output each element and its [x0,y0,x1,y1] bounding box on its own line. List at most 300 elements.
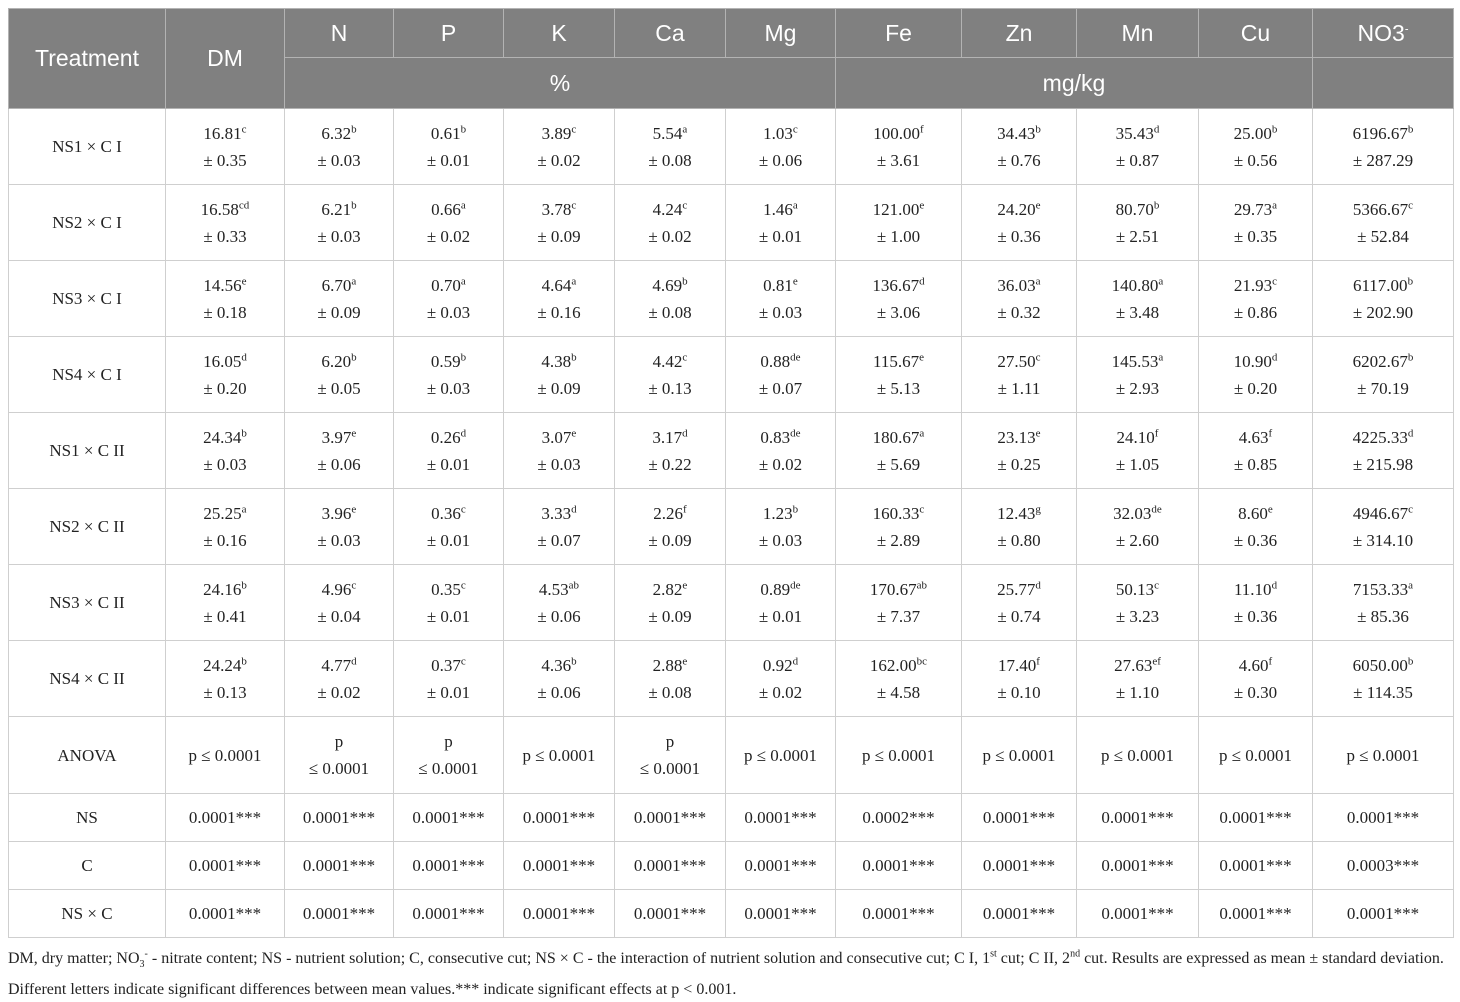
table-row [9,641,1454,717]
significance-letter: c [571,198,577,211]
mean-line [394,424,503,451]
std-deviation: ± 70.19 [1357,378,1409,398]
value-cell [962,565,1077,641]
std-deviation: ± 0.01 [426,454,471,474]
mean-value: 0.35 [431,579,461,599]
std-deviation: ± 0.06 [537,606,581,626]
significance-letter: c [351,578,357,591]
effect-value: 0.0002*** [836,794,962,842]
column-header-n: N [285,9,394,58]
effect-label: NS × C [9,890,166,938]
effect-value: 0.0001*** [615,890,726,938]
significance-letter: e [1267,502,1273,515]
anova-row [9,717,1454,794]
mean-line [726,120,835,147]
mean-line [1077,348,1198,375]
mean-value: 145.53 [1111,351,1159,371]
mean-value: 6.32 [321,123,352,143]
mean-line [962,196,1076,223]
column-header-no3 [1313,9,1454,58]
value-cell [962,489,1077,565]
anova-cell [285,717,394,794]
mean-line [394,652,503,679]
mean-value: 3.17 [652,427,683,447]
significance-letter: b [682,274,688,287]
footnote-text-4: cut. Results are expressed as mean ± standard deviation. Different letters indicate significant differences between mean values.*** indicate significant effects at p < 0.001. [8,950,1444,999]
std-deviation: ± 202.90 [1352,302,1414,322]
significance-letter: a [460,274,466,287]
anova-line-1: p ≤ 0.0001 [861,745,936,765]
anova-cell [615,717,726,794]
significance-letter: d [792,654,799,667]
effect-value: 0.0001*** [166,794,285,842]
significance-letter: d [1271,350,1278,363]
value-cell [962,261,1077,337]
effect-value: 0.0001*** [504,794,615,842]
mean-value: 2.88 [652,655,683,675]
std-deviation: ± 0.86 [1233,302,1278,322]
mean-value: 115.67 [872,351,920,371]
value-cell [836,261,962,337]
mean-value: 1.23 [762,503,793,523]
effect-value: 0.0001*** [1199,842,1313,890]
significance-letter: b [1271,122,1278,135]
value-cell [615,109,726,185]
std-deviation: ± 7.37 [876,606,921,626]
effect-value: 0.0001*** [726,890,836,938]
mean-value: 3.33 [541,503,572,523]
std-deviation: ± 52.84 [1357,226,1409,246]
mean-line [836,652,961,679]
mean-line [1077,576,1198,603]
mean-line [1313,348,1453,375]
mean-value: 4.53 [538,579,569,599]
significance-letter: b [1407,122,1414,135]
mean-line [504,576,614,603]
significance-letter: ab [568,578,580,591]
mean-value: 0.70 [431,275,461,295]
mean-value: 136.67 [872,275,920,295]
mean-value: 6050.00 [1352,655,1408,675]
std-deviation: ± 0.02 [537,150,581,170]
mean-line [1199,424,1312,451]
mean-line [504,424,614,451]
mean-value: 6202.67 [1352,351,1408,371]
mean-line [615,652,725,679]
effect-value: 0.0001*** [962,890,1077,938]
mean-value: 0.37 [431,655,461,675]
mean-value: 3.89 [541,123,572,143]
value-cell [1077,565,1199,641]
mean-line [285,120,393,147]
std-deviation: ± 0.16 [203,530,247,550]
std-deviation: ± 3.61 [876,150,921,170]
mean-value: 16.58 [200,199,239,219]
std-deviation: ± 0.13 [648,378,692,398]
mean-value: 0.89 [760,579,791,599]
table-row [9,261,1454,337]
value-cell [394,185,504,261]
footnote-sup-nd: nd [1070,948,1081,960]
value-cell [1199,261,1313,337]
mean-value: 4.42 [652,351,683,371]
value-cell [726,641,836,717]
mean-line [1077,272,1198,299]
significance-letter: f [1154,426,1159,439]
mean-value: 25.77 [997,579,1036,599]
value-cell [394,413,504,489]
mean-line [394,348,503,375]
mean-value: 4.60 [1238,655,1269,675]
mean-value: 0.83 [760,427,791,447]
anova-line-2: ≤ 0.0001 [418,759,479,778]
mean-value: 0.66 [431,199,461,219]
mean-value: 25.25 [203,503,242,523]
value-cell [285,185,394,261]
std-deviation: ± 0.05 [317,378,361,398]
significance-letter: d [1407,426,1414,439]
mean-value: 29.73 [1233,199,1273,219]
significance-letter: b [1153,198,1160,211]
mean-line [166,500,284,527]
mean-value: 24.34 [203,427,242,447]
value-cell [166,185,285,261]
mean-line [166,652,284,679]
anova-cell [726,717,836,794]
std-deviation: ± 0.35 [1233,226,1278,246]
anova-cell [1313,717,1454,794]
value-cell [726,109,836,185]
anova-line-1: p ≤ 0.0001 [522,745,596,765]
effect-value: 0.0001*** [962,842,1077,890]
std-deviation: ± 0.09 [317,302,361,322]
significance-letter: g [1035,502,1041,515]
mean-line [836,196,961,223]
value-cell [1199,489,1313,565]
value-cell [166,413,285,489]
mean-line [726,348,835,375]
mean-value: 24.16 [203,579,242,599]
mean-line [1199,500,1312,527]
mean-value: 6.70 [321,275,352,295]
std-deviation: ± 0.36 [997,226,1041,246]
significance-letter: c [682,198,688,211]
mean-line [166,196,284,223]
significance-letter: d [460,426,467,439]
value-cell [504,641,615,717]
effect-row [9,794,1454,842]
value-cell [1077,413,1199,489]
significance-letter: de [790,578,801,591]
value-cell [615,413,726,489]
treatment-cell: NS3 × C I [9,261,166,337]
mean-line [836,348,961,375]
significance-letter: c [1408,198,1414,211]
unit-empty-header [1313,58,1454,109]
treatment-cell: NS4 × C II [9,641,166,717]
value-cell [504,413,615,489]
dm-header: DM [166,9,285,109]
std-deviation: ± 0.03 [426,302,471,322]
mean-value: 17.40 [998,655,1037,675]
value-cell [1199,109,1313,185]
mean-line [726,500,835,527]
table-row [9,185,1454,261]
mean-line [1199,576,1312,603]
effect-value: 0.0001*** [1313,890,1454,938]
mean-line [962,576,1076,603]
significance-letter: b [351,122,357,135]
significance-letter: a [792,198,798,211]
value-cell [836,565,962,641]
footnote-sub: 3 [139,959,145,971]
anova-cell [504,717,615,794]
anova-line-2: ≤ 0.0001 [639,759,701,778]
significance-letter: d [919,274,925,287]
anova-line-1: p ≤ 0.0001 [188,745,262,765]
effect-value: 0.0001*** [615,842,726,890]
mean-value: 5366.67 [1352,199,1409,219]
no3-charge: - [1404,22,1409,35]
mean-value: 4.96 [321,579,352,599]
mean-value: 4.24 [652,199,683,219]
effect-value: 0.0001*** [962,794,1077,842]
anova-cell [1199,717,1313,794]
value-cell [285,261,394,337]
column-header-mg: Mg [726,9,836,58]
value-cell [962,641,1077,717]
effect-value: 0.0001*** [726,842,836,890]
significance-letter: a [919,426,925,439]
mean-value: 24.10 [1116,427,1155,447]
mean-value: 35.43 [1115,123,1154,143]
column-header-mn: Mn [1077,9,1199,58]
mean-value: 0.59 [430,351,461,371]
value-cell [962,185,1077,261]
value-cell [1313,413,1454,489]
effect-value: 0.0001*** [285,794,394,842]
effect-value: 0.0001*** [504,842,615,890]
value-cell [285,489,394,565]
mean-value: 4946.67 [1352,503,1409,523]
significance-letter: c [682,350,688,363]
mean-value: 11.10 [1233,579,1272,599]
mean-line [615,196,725,223]
treatment-cell: NS3 × C II [9,565,166,641]
mean-line [962,348,1076,375]
mean-value: 14.56 [203,275,242,295]
mean-value: 27.50 [997,351,1036,371]
std-deviation: ± 0.76 [997,150,1041,170]
std-deviation: ± 0.35 [203,150,247,170]
value-cell [1199,185,1313,261]
significance-letter: b [571,350,577,363]
std-deviation: ± 2.89 [876,530,921,550]
mean-line [1313,500,1453,527]
mean-line [1199,120,1312,147]
significance-letter: a [1158,274,1164,287]
mean-value: 4.36 [541,655,572,675]
value-cell [285,109,394,185]
mean-line [1313,652,1453,679]
value-cell [962,109,1077,185]
value-cell [1077,185,1199,261]
mean-line [615,120,725,147]
significance-letter: a [241,502,247,515]
value-cell [1077,641,1199,717]
unit-percent-header: % [285,58,836,109]
std-deviation: ± 0.06 [758,150,803,170]
anova-line-1: p [334,732,344,751]
treatment-cell: NS1 × C II [9,413,166,489]
mean-line [504,120,614,147]
std-deviation: ± 85.36 [1357,606,1409,626]
value-cell [504,489,615,565]
significance-letter: e [1035,426,1041,439]
mean-line [836,576,961,603]
column-header-cu: Cu [1199,9,1313,58]
effect-value: 0.0001*** [166,842,285,890]
anova-line-1: p ≤ 0.0001 [1346,745,1420,765]
value-cell [1077,261,1199,337]
mean-line [962,120,1076,147]
significance-letter: cd [238,198,250,211]
effect-value: 0.0001*** [726,794,836,842]
std-deviation: ± 2.60 [1115,530,1160,550]
table-body [9,109,1454,938]
value-cell [504,109,615,185]
std-deviation: ± 0.32 [997,302,1041,322]
std-deviation: ± 0.87 [1115,150,1160,170]
significance-letter: d [1271,578,1278,591]
mean-line [166,272,284,299]
significance-letter: b [460,350,467,363]
mean-value: 0.36 [431,503,461,523]
mean-value: 3.78 [541,199,572,219]
mean-value: 6117.00 [1352,275,1408,295]
std-deviation: ± 0.10 [997,682,1041,702]
anova-line-1: p ≤ 0.0001 [982,745,1056,765]
mean-value: 3.97 [321,427,352,447]
significance-letter: c [460,502,466,515]
anova-cell [166,717,285,794]
effect-row [9,890,1454,938]
mean-value: 170.67 [869,579,917,599]
effect-value: 0.0003*** [1313,842,1454,890]
effect-value: 0.0001*** [504,890,615,938]
mean-line [285,576,393,603]
anova-cell [394,717,504,794]
significance-letter: bc [916,654,928,667]
table-row [9,337,1454,413]
std-deviation: ± 0.08 [648,682,692,702]
value-cell [726,565,836,641]
value-cell [394,565,504,641]
value-cell [285,337,394,413]
mean-line [166,576,284,603]
value-cell [1077,109,1199,185]
anova-cell [1077,717,1199,794]
std-deviation: ± 0.80 [997,530,1041,550]
mean-line [1077,500,1198,527]
std-deviation: ± 0.03 [317,530,361,550]
std-deviation: ± 0.02 [758,454,803,474]
value-cell [285,413,394,489]
mean-line [726,272,835,299]
mean-value: 10.90 [1233,351,1272,371]
mean-line [1199,348,1312,375]
std-deviation: ± 0.09 [537,226,581,246]
significance-letter: de [790,426,801,439]
value-cell [962,337,1077,413]
significance-letter: e [792,274,798,287]
significance-letter: a [682,122,688,135]
std-deviation: ± 0.36 [1233,530,1278,550]
value-cell [166,109,285,185]
std-deviation: ± 0.03 [758,302,803,322]
significance-letter: d [1153,122,1160,135]
mean-value: 23.13 [997,427,1036,447]
significance-letter: a [1158,350,1164,363]
mean-value: 100.00 [873,123,921,143]
value-cell [1077,489,1199,565]
significance-letter: b [1407,654,1414,667]
value-cell [285,565,394,641]
effect-value: 0.0001*** [836,890,962,938]
significance-letter: e [919,198,925,211]
effect-value: 0.0001*** [1077,842,1199,890]
mean-line [285,196,393,223]
effect-value: 0.0001*** [1199,890,1313,938]
std-deviation: ± 0.56 [1233,150,1278,170]
mean-value: 4225.33 [1352,427,1408,447]
mean-line [285,500,393,527]
std-deviation: ± 2.93 [1115,378,1160,398]
significance-letter: c [1154,578,1160,591]
mean-value: 32.03 [1113,503,1152,523]
significance-letter: f [920,122,924,135]
value-cell [1199,413,1313,489]
significance-letter: f [683,502,687,515]
mean-value: 24.20 [997,199,1036,219]
std-deviation: ± 3.23 [1115,606,1160,626]
mean-line [836,500,961,527]
treatment-header: Treatment [9,9,166,109]
treatment-cell: NS4 × C I [9,337,166,413]
mean-line [1313,272,1453,299]
significance-letter: d [1035,578,1041,591]
mean-line [504,652,614,679]
anova-line-1: p ≤ 0.0001 [743,745,818,765]
significance-letter: c [571,122,577,135]
mean-value: 4.64 [541,275,572,295]
anova-line-1: p ≤ 0.0001 [1100,745,1175,765]
std-deviation: ± 3.48 [1115,302,1160,322]
value-cell [504,261,615,337]
significance-letter: d [571,502,577,515]
mean-line [504,272,614,299]
treatment-cell: NS1 × C I [9,109,166,185]
value-cell [836,489,962,565]
std-deviation: ± 4.58 [876,682,921,702]
effect-value: 0.0001*** [1077,890,1199,938]
significance-letter: d [682,426,688,439]
anova-line-1: p ≤ 0.0001 [1218,745,1293,765]
mean-value: 25.00 [1233,123,1272,143]
value-cell [166,489,285,565]
std-deviation: ± 0.74 [997,606,1041,626]
mean-value: 4.77 [321,655,352,675]
